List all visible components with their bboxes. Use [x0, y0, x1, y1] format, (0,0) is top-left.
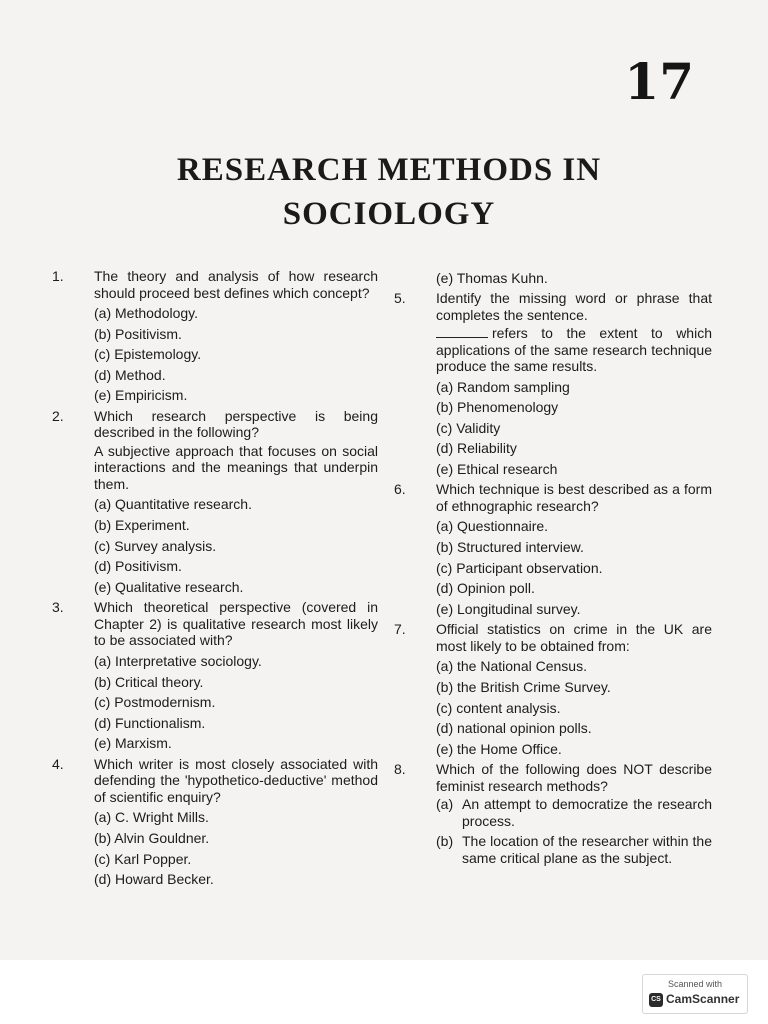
- chapter-title: [0, 148, 768, 236]
- answer-option-label: (b): [436, 833, 454, 850]
- answer-option: (a) the National Census.: [436, 658, 587, 675]
- answer-option: (b) Critical theory.: [94, 673, 204, 690]
- question-text: Identify the missing word or phrase that completes the sentence.: [436, 290, 712, 323]
- chapter-title-line-1: RESEARCH METHODS IN: [176, 152, 602, 188]
- question-text: Official statistics on crime in the UK are most likely to be obtained from:: [436, 621, 712, 654]
- answer-option: (e) Longitudinal survey.: [436, 600, 581, 617]
- question-number: 5.: [394, 290, 406, 306]
- question-number: 1.: [52, 268, 64, 284]
- answer-option: [436, 796, 712, 830]
- answer-option: (e) Empiricism.: [94, 387, 188, 404]
- answer-option: (d) Reliability: [436, 440, 517, 457]
- question-6: [390, 481, 712, 619]
- question-number: 3.: [52, 599, 64, 616]
- question-3: [48, 599, 378, 753]
- answer-option: (c) Karl Popper.: [94, 850, 192, 867]
- answer-option-continued: (e) Thomas Kuhn.: [436, 270, 548, 286]
- question-sentence-text: refers to the extent to which applications of the same research technique produce the same results.: [436, 325, 712, 374]
- answer-option: (a) C. Wright Mills.: [94, 809, 209, 826]
- question-text: Which writer is most closely associated with defending the 'hypothetico-deductive' method of scientific enquiry?: [94, 755, 378, 805]
- answer-option: [436, 833, 712, 867]
- answer-option-label: (a): [436, 796, 454, 813]
- left-column: [48, 268, 378, 892]
- answer-option: (c) Postmodernism.: [94, 694, 216, 711]
- answer-option-text: The location of the researcher within the same critical plane as the subject.: [462, 833, 712, 867]
- answer-option: (b) Phenomenology: [436, 399, 559, 416]
- answer-option: (a) Interpretative sociology.: [94, 652, 262, 669]
- answer-option-text: An attempt to democratize the research process.: [462, 796, 712, 830]
- question-text: Which technique is best described as a form of ethnographic research?: [436, 481, 712, 514]
- question-number: 7.: [394, 621, 406, 638]
- watermark-caption: Scanned with: [667, 979, 723, 989]
- answer-option: (a) Random sampling: [436, 378, 570, 395]
- answer-option: (e) Qualitative research.: [94, 578, 244, 595]
- question-text: Which of the following does NOT describe feminist research methods?: [436, 761, 712, 794]
- answer-option: (b) Alvin Gouldner.: [94, 830, 210, 846]
- watermark-brand: CamScanner: [666, 992, 740, 1006]
- answer-option: (d) national opinion polls.: [436, 720, 592, 737]
- answer-option: (b) Experiment.: [94, 517, 190, 534]
- question-quote: A subjective approach that focuses on social interactions and the meanings that underpin them.: [94, 442, 378, 492]
- question-text: The theory and analysis of how research should proceed best defines which concept?: [94, 268, 378, 301]
- question-1: [48, 268, 378, 406]
- answer-option: (c) Participant observation.: [436, 559, 603, 576]
- answer-option: (e) the Home Office.: [436, 740, 562, 757]
- answer-option: (c) content analysis.: [436, 699, 561, 716]
- question-number: 4.: [52, 755, 64, 772]
- question-5: [390, 290, 712, 479]
- answer-option: (d) Functionalism.: [94, 714, 206, 731]
- question-number: 2.: [52, 407, 64, 424]
- answer-option: (d) Method.: [94, 366, 166, 383]
- question-number: 8.: [394, 761, 406, 778]
- question-8: [390, 761, 712, 867]
- question-4: [48, 756, 378, 890]
- answer-option: (a) Quantitative research.: [94, 496, 252, 513]
- answer-option: (d) Opinion poll.: [436, 580, 535, 597]
- question-2: [48, 408, 378, 597]
- question-7: [390, 621, 712, 759]
- camscanner-watermark: [642, 974, 748, 1014]
- question-text: Which research perspective is being described in the following?: [94, 407, 378, 441]
- answer-option: (b) Structured interview.: [436, 539, 584, 556]
- answer-option: (c) Validity: [436, 419, 501, 436]
- answer-option: (c) Survey analysis.: [94, 537, 217, 554]
- answer-blank: [436, 337, 488, 338]
- question-text: Which theoretical perspective (covered in Chapter 2) is qualitative research most likely to be associated with?: [94, 599, 378, 649]
- chapter-number: 17: [624, 52, 694, 111]
- camscanner-logo-icon: CS: [649, 993, 663, 1007]
- answer-option: (b) Positivism.: [94, 325, 182, 342]
- right-column: [390, 268, 712, 870]
- answer-option: (c) Epistemology.: [94, 346, 202, 363]
- answer-option: (d) Positivism.: [94, 558, 182, 575]
- question-number: 6.: [394, 481, 406, 498]
- question-sentence: [436, 325, 712, 375]
- answer-option: (b) the British Crime Survey.: [436, 679, 611, 696]
- answer-option: (a) Methodology.: [94, 305, 199, 321]
- answer-option: (e) Ethical research: [436, 460, 558, 477]
- chapter-title-line-2: SOCIOLOGY: [282, 196, 496, 232]
- answer-option: (e) Marxism.: [94, 735, 172, 752]
- answer-option: (d) Howard Becker.: [94, 871, 214, 888]
- answer-option: (a) Questionnaire.: [436, 518, 549, 535]
